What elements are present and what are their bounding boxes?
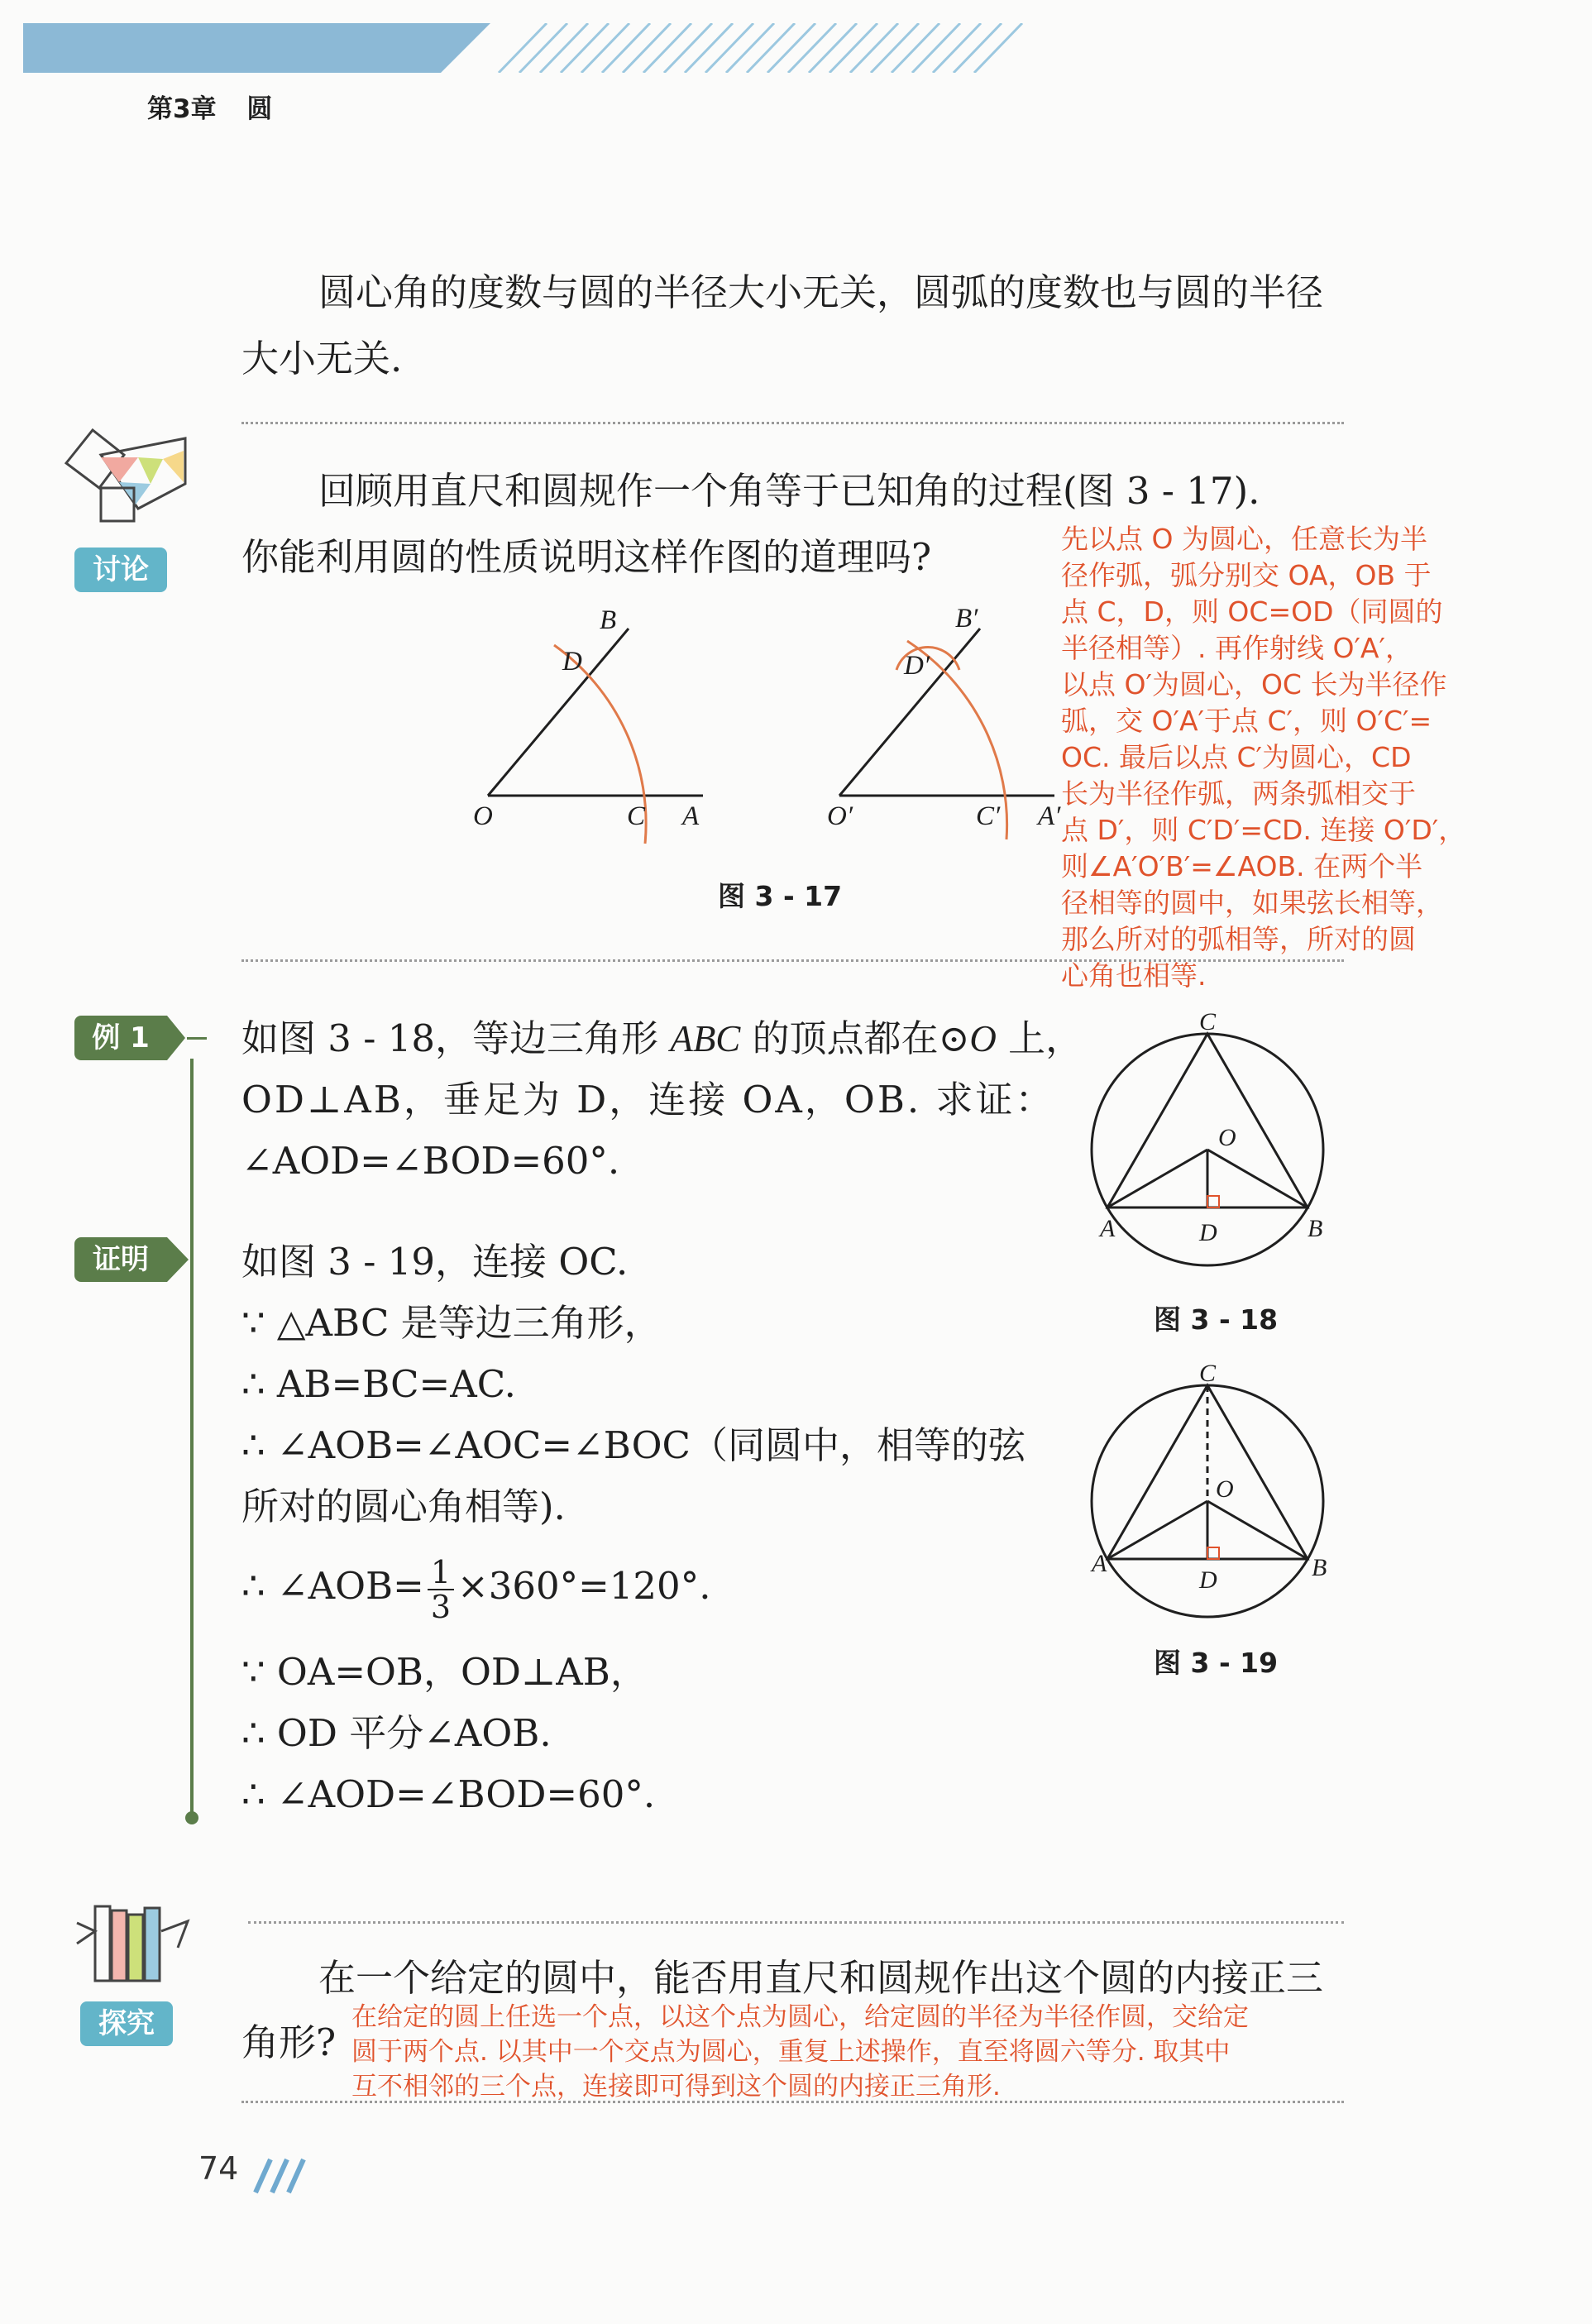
page-footer [198,2150,313,2197]
label-O: O [473,801,493,831]
proof-tag: 证明 [74,1237,167,1282]
fraction: $\frac{1}{3}$ [428,1556,454,1623]
explore-line-1: 在一个给定的圆中，能否用直尺和圆规作出这个圆的内接正三 [318,1956,1324,2000]
proof-line-9: ∴ ∠AOD=∠BOD=60°. [241,1772,656,1816]
label-B-prime: B′ [955,604,978,634]
label-D-prime: D′ [904,651,930,681]
divider [241,422,1344,424]
label-B: B [1312,1554,1327,1581]
discuss-answer-note: 先以点 O 为圆心，任意长为半 径作弧，弧分别交 OA，OB 于 点 C，D，则 OC=OD（同圆的 半径相等）. 再作射线 O′A′， 以点 O′为圆心，OC 长为半径作 弧，交 O′A′于点 C′，则 O′C′= OC. 最后以点 C′为圆心，CD 长为半径作弧，两条弧相交于 点 D′，则 C′D′=CD. 连接 O′D′， 则∠A′O′B′=∠AOB. 在两个半 径相等的圆中，如果弦长相等， 那么所对的弧相等，所对的圆 心角也相等. [1061,523,1466,992]
example-rule [187,1037,207,1040]
label-B: B [1308,1215,1323,1242]
label-A: A [682,801,700,831]
discuss-line-2: 你能利用圆的性质说明这样作图的道理吗? [241,535,932,579]
proof-line-7: ∵ OA=OB，OD⊥AB， [241,1650,648,1694]
proof-line-6: ∴ ∠AOB= $\frac{1}{3}$ ×360°=120°. [241,1553,711,1625]
label-O: O [1216,1475,1234,1503]
explore-answer-note: 在给定的圆上任选一个点，以这个点为圆心，给定圆的半径为半径作圆，交给定 圆于两个点. 以其中一个交点为圆心，重复上述操作，直至将圆六等分. 取其中 互不相邻的三个点，连接即可得到这个圆的内接正三角形. [351,2002,1249,2102]
divider [241,2101,1344,2103]
figure-3-19 [1083,1365,1348,1633]
figure-3-18-caption: 图 3 - 18 [1154,1303,1279,1336]
divider [248,1921,1344,1924]
page-number: 74 [198,2150,239,2187]
chapter-title: 圆 [246,94,273,124]
explore-line-2: 角形? [241,2020,337,2064]
proof-tag-arrow [167,1237,189,1282]
label-D: D [562,647,582,677]
label-A: A [1092,1550,1107,1577]
explore-tag: 探究 [80,2001,173,2046]
figure-3-18 [1083,1013,1348,1281]
label-O-prime: O′ [827,801,853,831]
proof-line-5: 所对的圆心角相等). [241,1485,566,1528]
example-line-3: ∠AOD=∠BOD=60°. [241,1139,620,1183]
example-line-end-dot [185,1811,198,1824]
divider [241,959,1344,962]
header-banner [23,23,1028,73]
label-C-prime: C′ [976,801,1001,831]
discuss-line-1: 回顾用直尺和圆规作一个角等于已知角的过程(图 3 - 17). [318,469,1260,513]
banner-graphic [23,23,1028,73]
discuss-icon [60,418,192,533]
chapter-number: 第3章 [147,94,217,124]
figure-3-17 [463,604,1075,855]
label-B: B [600,605,617,635]
label-C: C [1199,1013,1217,1035]
intro-line-1: 圆心角的度数与圆的半径大小无关，圆弧的度数也与圆的半径 [318,270,1324,314]
label-C: C [627,801,646,831]
discuss-tag: 讨论 [74,548,167,592]
explore-icon [70,1898,194,1992]
proof-line-1: 如图 3 - 19，连接 OC. [241,1240,629,1284]
label-O: O [1218,1124,1236,1151]
proof-line-2: ∵ △ABC 是等边三角形， [241,1301,662,1345]
figure-3-17-caption: 图 3 - 17 [718,880,843,912]
label-C: C [1199,1365,1217,1387]
figure-3-19-caption: 图 3 - 19 [1154,1647,1279,1679]
chapter-header [147,88,272,125]
proof-line-4: ∴ ∠AOB=∠AOC=∠BOC（同圆中，相等的弦 [241,1423,1025,1467]
slash-decoration [247,2155,313,2197]
label-A-prime: A′ [1038,801,1061,831]
example-vertical-line [190,1059,194,1820]
proof-line-8: ∴ OD 平分∠AOB. [241,1711,552,1755]
label-D: D [1199,1219,1217,1246]
example-tag: 例 1 [74,1016,167,1060]
example-line-2: OD⊥AB，垂足为 D，连接 OA，OB. 求证： [241,1078,1055,1121]
proof-line-3: ∴ AB=BC=AC. [241,1362,516,1406]
example-tag-arrow [167,1016,185,1060]
label-D: D [1199,1566,1217,1594]
example-line-1: 如图 3 - 18，等边三角形 ABC 的顶点都在⊙O 上， [241,1016,1083,1060]
intro-line-2: 大小无关. [241,337,403,380]
label-A: A [1100,1215,1116,1242]
